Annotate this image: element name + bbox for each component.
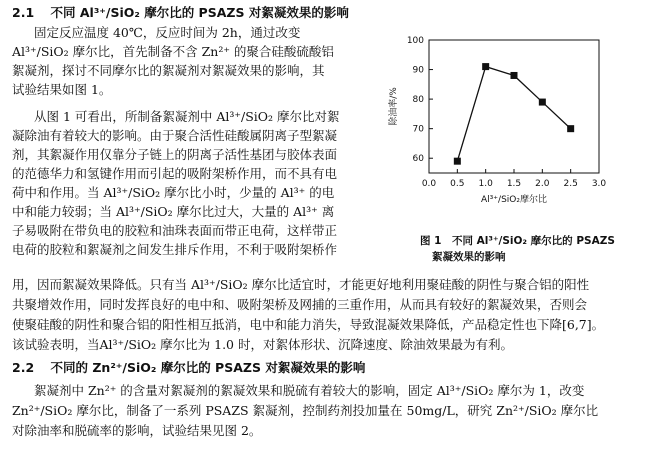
- y-axis-label: 除油率/%: [389, 87, 399, 126]
- paragraph-line: 絮凝剂，探讨不同摩尔比的絮凝剂对絮凝效果的影响，其: [12, 63, 325, 78]
- chart-svg: [383, 30, 623, 262]
- x-tick-label: 2.0: [535, 179, 550, 189]
- paragraph-line: 对除油率和脱硫率的影响，试验结果见图 2。: [12, 423, 262, 438]
- data-point: [454, 158, 461, 165]
- paragraph-line: 凝除油有着较大的影响。由于聚合活性硅酸属阴离子型絮凝: [12, 128, 338, 143]
- figure-1-caption-line-2: 絮凝效果的影响: [432, 251, 506, 263]
- paragraph-line: 子易吸附在带负电的胶粒和油珠表面而带正电荷，这样带正: [12, 223, 338, 238]
- section-2-1-heading: [12, 4, 349, 22]
- series-line: [457, 67, 570, 162]
- figure-1-chart: [383, 30, 623, 262]
- section-title: 不同 Al³⁺/SiO₂ 摩尔比的 PSAZS 对絮凝效果的影响: [50, 5, 349, 20]
- y-tick-label: 70: [412, 124, 424, 135]
- figure-1-caption-line-1: 图 1 不同 Al³⁺/SiO₂ 摩尔比的 PSAZS: [420, 235, 615, 247]
- x-tick-label: 3.0: [591, 179, 607, 189]
- section-number: 2.2: [12, 360, 35, 375]
- paragraph-line: 絮凝剂中 Zn²⁺ 的含量对絮凝剂的絮凝效果和脱硫有着较大的影响，固定 Al³⁺/SiO₂ 摩尔为 1，改变: [34, 383, 585, 398]
- section-title: 不同的 Zn²⁺/SiO₂ 摩尔比的 PSAZS 对絮凝效果的影响: [50, 360, 366, 375]
- data-point: [539, 99, 546, 106]
- paragraph-line: Al³⁺/SiO₂ 摩尔比，首先制备不含 Zn²⁺ 的聚合硅酸硫酸铝: [12, 44, 334, 59]
- data-point: [511, 72, 518, 79]
- y-tick-label: 80: [412, 95, 424, 106]
- plot-frame: [429, 40, 599, 173]
- y-tick-label: 100: [406, 36, 424, 46]
- x-tick-label: 1.5: [506, 179, 522, 189]
- data-point: [567, 125, 574, 132]
- paragraph-line: 共聚增效作用，同时发挥良好的电中和、吸附架桥及网捕的三重作用，从而具有较好的絮凝效果，否则会: [12, 297, 588, 312]
- paragraph-line: 试验结果如图 1。: [12, 82, 112, 97]
- paragraph-line: 使聚硅酸的阴性和聚合铝的阳性相互抵消，电中和能力消失，导致混凝效果降低，产品稳定性也下降[6,7]。: [12, 317, 605, 332]
- paragraph-line: 从图 1 可看出，所制备絮凝剂中 Al³⁺/SiO₂ 摩尔比对絮: [34, 109, 340, 124]
- x-tick-label: 1.0: [478, 179, 493, 189]
- y-tick-label: 60: [412, 154, 424, 165]
- section-number: 2.1: [12, 5, 35, 20]
- paragraph-line: 剂，其絮凝作用仅靠分子链上的阴离子活性基团与胶体表面: [12, 147, 338, 162]
- paragraph-line: 荷中和作用。当 Al³⁺/SiO₂ 摩尔比小时，少量的 Al³⁺ 的电: [12, 185, 335, 200]
- y-tick-label: 90: [412, 65, 424, 76]
- data-point: [482, 63, 489, 70]
- x-axis-label: Al³⁺/SiO₂摩尔比: [481, 195, 547, 205]
- x-tick-label: 0.5: [450, 179, 465, 189]
- paragraph-line: 电荷的胶粒和絮凝剂之间发生排斥作用，不利于吸附架桥作: [12, 242, 338, 257]
- x-tick-label: 2.5: [563, 179, 578, 189]
- paragraph-line: 中和能力较弱；当 Al³⁺/SiO₂ 摩尔比过大，大量的 Al³⁺ 离: [12, 204, 335, 219]
- paragraph-line: 用，因而絮凝效果降低。只有当 Al³⁺/SiO₂ 摩尔比适宜时，才能更好地利用聚硅酸的阴性与聚合铝的阳性: [12, 277, 590, 292]
- x-tick-label: 0.0: [421, 179, 437, 189]
- paragraph-line: 的范德华力和氢键作用而引起的吸附架桥作用，而不具有电: [12, 166, 338, 181]
- section-2-2-heading: [12, 359, 365, 377]
- paragraph-line: 固定反应温度 40℃，反应时间为 2h，通过改变: [34, 25, 301, 40]
- paragraph-line: Zn²⁺/SiO₂ 摩尔比，制备了一系列 PSAZS 絮凝剂，控制药剂投加量在 50mg/L，研究 Zn²⁺/SiO₂ 摩尔比: [12, 403, 599, 418]
- paragraph-line: 该试验表明，当Al³⁺/SiO₂ 摩尔比为 1.0 时，对絮体形状、沉降速度、除油效果最为有利。: [12, 337, 513, 352]
